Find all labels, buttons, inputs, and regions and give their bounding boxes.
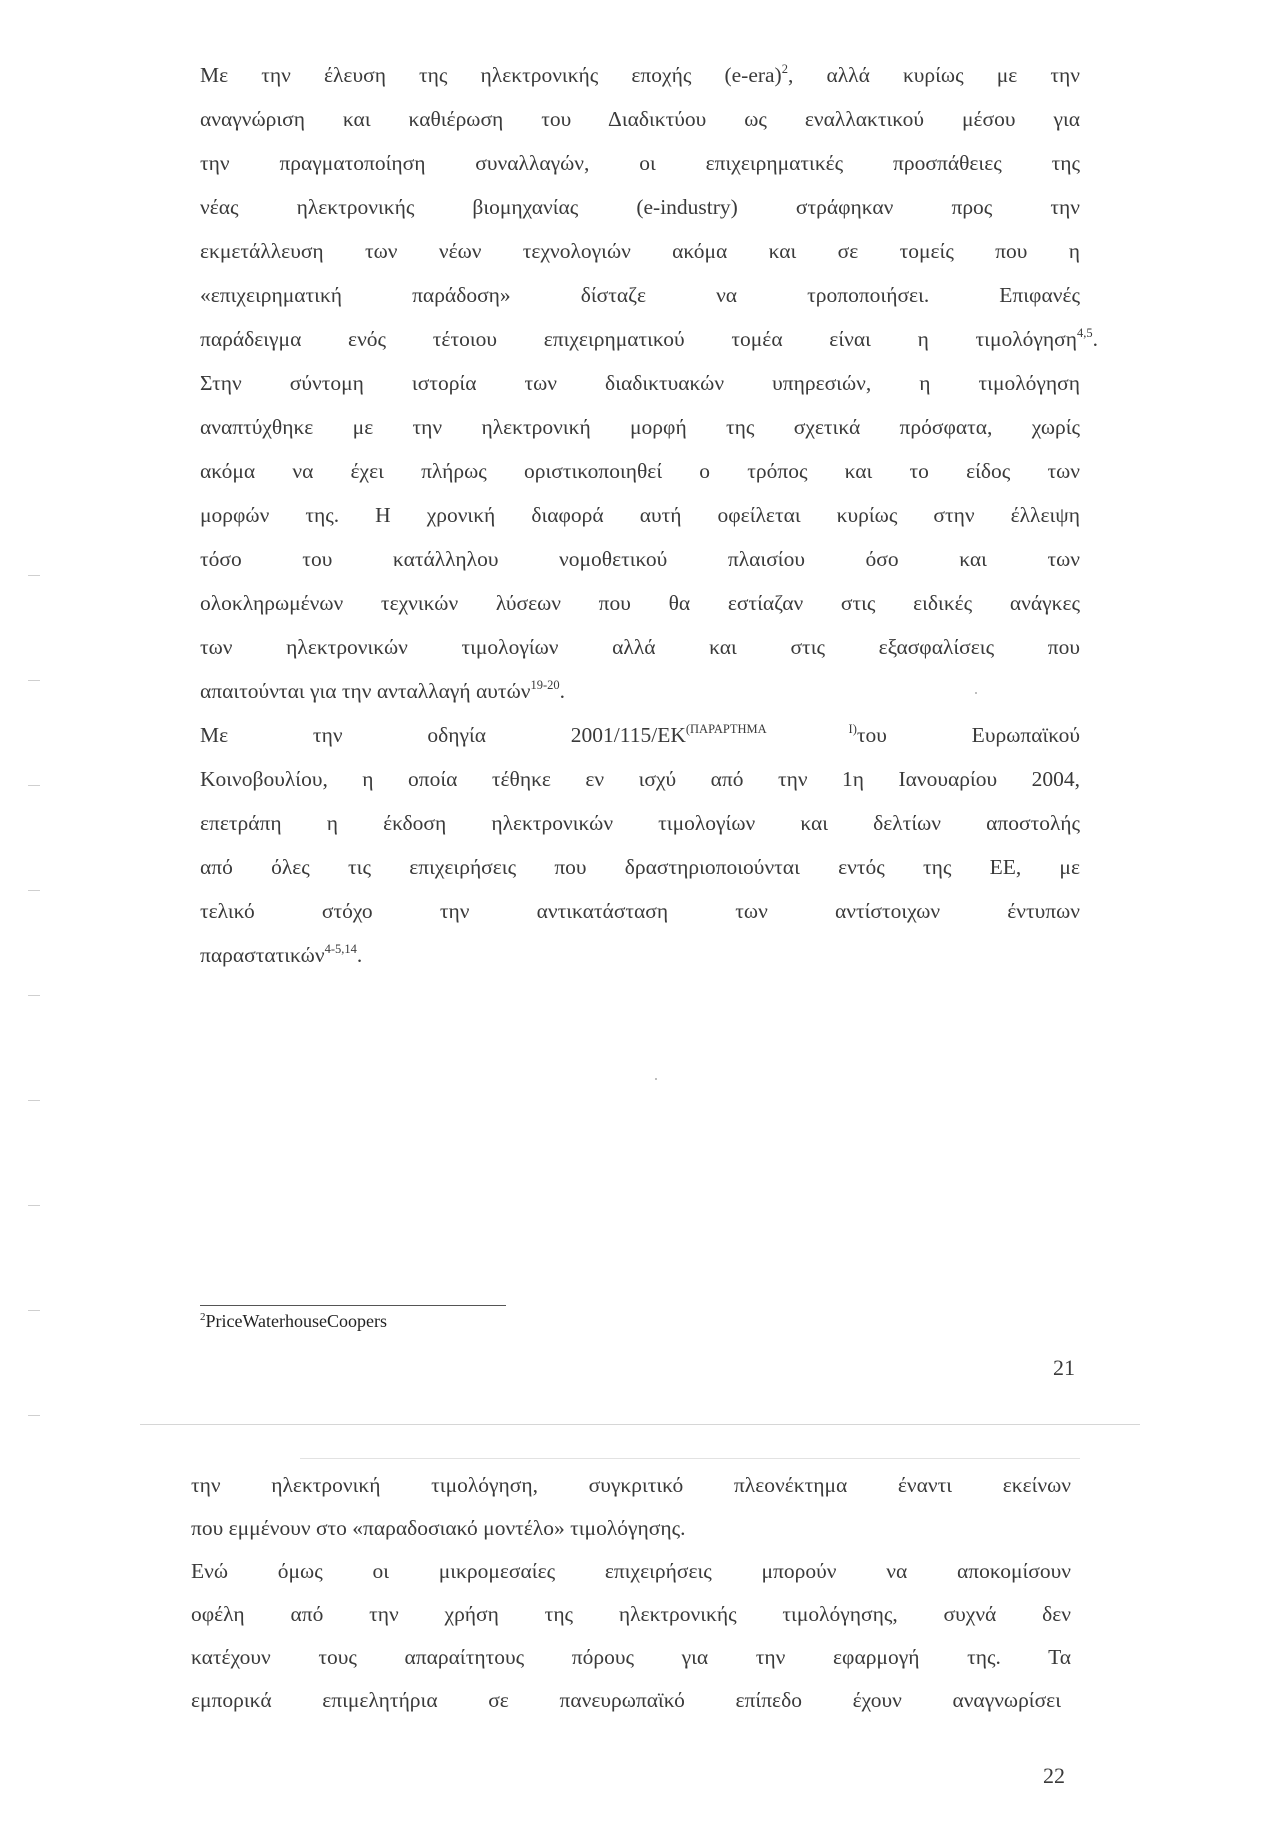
text-line: που εμμένουν στο «παραδοσιακό μοντέλο» τιμολόγησης. (191, 1516, 686, 1540)
text-line: Με την οδηγία $2001/115/EK^{(\Pi APAPTHMA I)}\tau o\upsilon$ Ευρωπαϊκού (200, 722, 1081, 747)
text-line: από όλες τις επιχειρήσεις που δραστηριοποιούνται εντός της ΕΕ, με (200, 855, 1080, 879)
text-line: τελικό στόχο την αντικατάσταση των αντίστοιχων έντυπων (200, 899, 1080, 923)
text-line: παραστατικών$^{4-5,14}$. (200, 942, 363, 967)
citation-ref: 4-5,14 (324, 942, 357, 956)
page-break-line (300, 1458, 1080, 1459)
text-line: την πραγματοποίηση συναλλαγών, οι επιχειρηματικές προσπάθειες της (200, 151, 1080, 175)
scan-margin-mark (28, 995, 40, 996)
scan-margin-mark (28, 1415, 40, 1416)
footnote-mark: 2 (200, 1311, 206, 1323)
text-line: αναγνώριση και καθιέρωση του Διαδικτύου ως εναλλακτικού μέσου για (200, 107, 1080, 131)
text-line: νέας ηλεκτρονικής βιομηχανίας (e-industry) στράφηκαν προς την (200, 195, 1080, 219)
text-line: παράδειγμα ενός τέτοιου επιχειρηματικού τομέα είναι η τιμολόγηση$^{4,5}$. (200, 326, 1098, 351)
scan-margin-mark (28, 680, 40, 681)
page-break-line (140, 1424, 1140, 1425)
scan-speck (655, 1078, 657, 1080)
page-number: 22 (1043, 1763, 1065, 1788)
text-line: ολοκληρωμένων τεχνικών λύσεων που θα εστίαζαν στις ειδικές ανάγκες (200, 591, 1080, 615)
scan-margin-mark (28, 785, 40, 786)
text-line: Κοινοβουλίου, η οποία τέθηκε εν ισχύ από την 1η Ιανουαρίου 2004, (200, 767, 1080, 791)
citation-ref: 4,5 (1077, 326, 1093, 340)
text-line: κατέχουν τους απαραίτητους πόρους για την εφαρμογή της. Τα (191, 1645, 1071, 1669)
text-line: επετράπη η έκδοση ηλεκτρονικών τιμολογίων και δελτίων αποστολής (200, 811, 1080, 835)
text-line: μορφών της. Η χρονική διαφορά αυτή οφείλεται κυρίως στην έλλειψη (200, 503, 1080, 527)
text-line: ακόμα να έχει πλήρως οριστικοποιηθεί ο τρόπος και το είδος των (200, 459, 1080, 483)
scan-speck (975, 692, 977, 694)
footnote-rule (200, 1305, 506, 1306)
text-line: «επιχειρηματική παράδοση» δίσταζε να τροποποιήσει. Επιφανές (200, 283, 1080, 307)
text-line: εμπορικά επιμελητήρια σε πανευρωπαϊκό επίπεδο έχουν αναγνωρίσει (191, 1688, 1061, 1712)
text-line: απαιτούνται για την ανταλλαγή αυτών$^{19-20}$. (200, 678, 565, 703)
text-line: τόσο του κατάλληλου νομοθετικού πλαισίου όσο και των (200, 547, 1080, 571)
appendix-ref[interactable]: (ΠΑΡΑΡΤΗΜΑ Ι) (685, 722, 857, 736)
scan-margin-mark (28, 890, 40, 891)
footnote: $^2$PriceWaterhouseCoopers (200, 1311, 387, 1331)
scan-margin-mark (28, 1100, 40, 1101)
scan-margin-mark (28, 1310, 40, 1311)
footnote-ref[interactable]: 2 (781, 62, 788, 76)
text-line: των ηλεκτρονικών τιμολογίων αλλά και στις εξασφαλίσεις που (200, 635, 1080, 659)
text-line: Με την έλευση της ηλεκτρονικής εποχής $(e-era)^2$, αλλά κυρίως με την (200, 62, 1080, 87)
text-line: οφέλη από την χρήση της ηλεκτρονικής τιμολόγησης, συχνά δεν (191, 1602, 1071, 1626)
text-line: Ενώ όμως οι μικρομεσαίες επιχειρήσεις μπορούν να αποκομίσουν (191, 1559, 1071, 1583)
text-line: την ηλεκτρονική τιμολόγηση, συγκριτικό πλεονέκτημα έναντι εκείνων (191, 1473, 1071, 1497)
citation-ref: 19-20 (530, 678, 560, 692)
text-line: Στην σύντομη ιστορία των διαδικτυακών υπηρεσιών, η τιμολόγηση (200, 371, 1080, 395)
scan-margin-mark (28, 1205, 40, 1206)
scan-margin-mark (28, 575, 40, 576)
page-number: 21 (1053, 1355, 1075, 1380)
text-line: αναπτύχθηκε με την ηλεκτρονική μορφή της σχετικά πρόσφατα, χωρίς (200, 415, 1080, 439)
text-line: εκμετάλλευση των νέων τεχνολογιών ακόμα και σε τομείς που η (200, 239, 1080, 263)
